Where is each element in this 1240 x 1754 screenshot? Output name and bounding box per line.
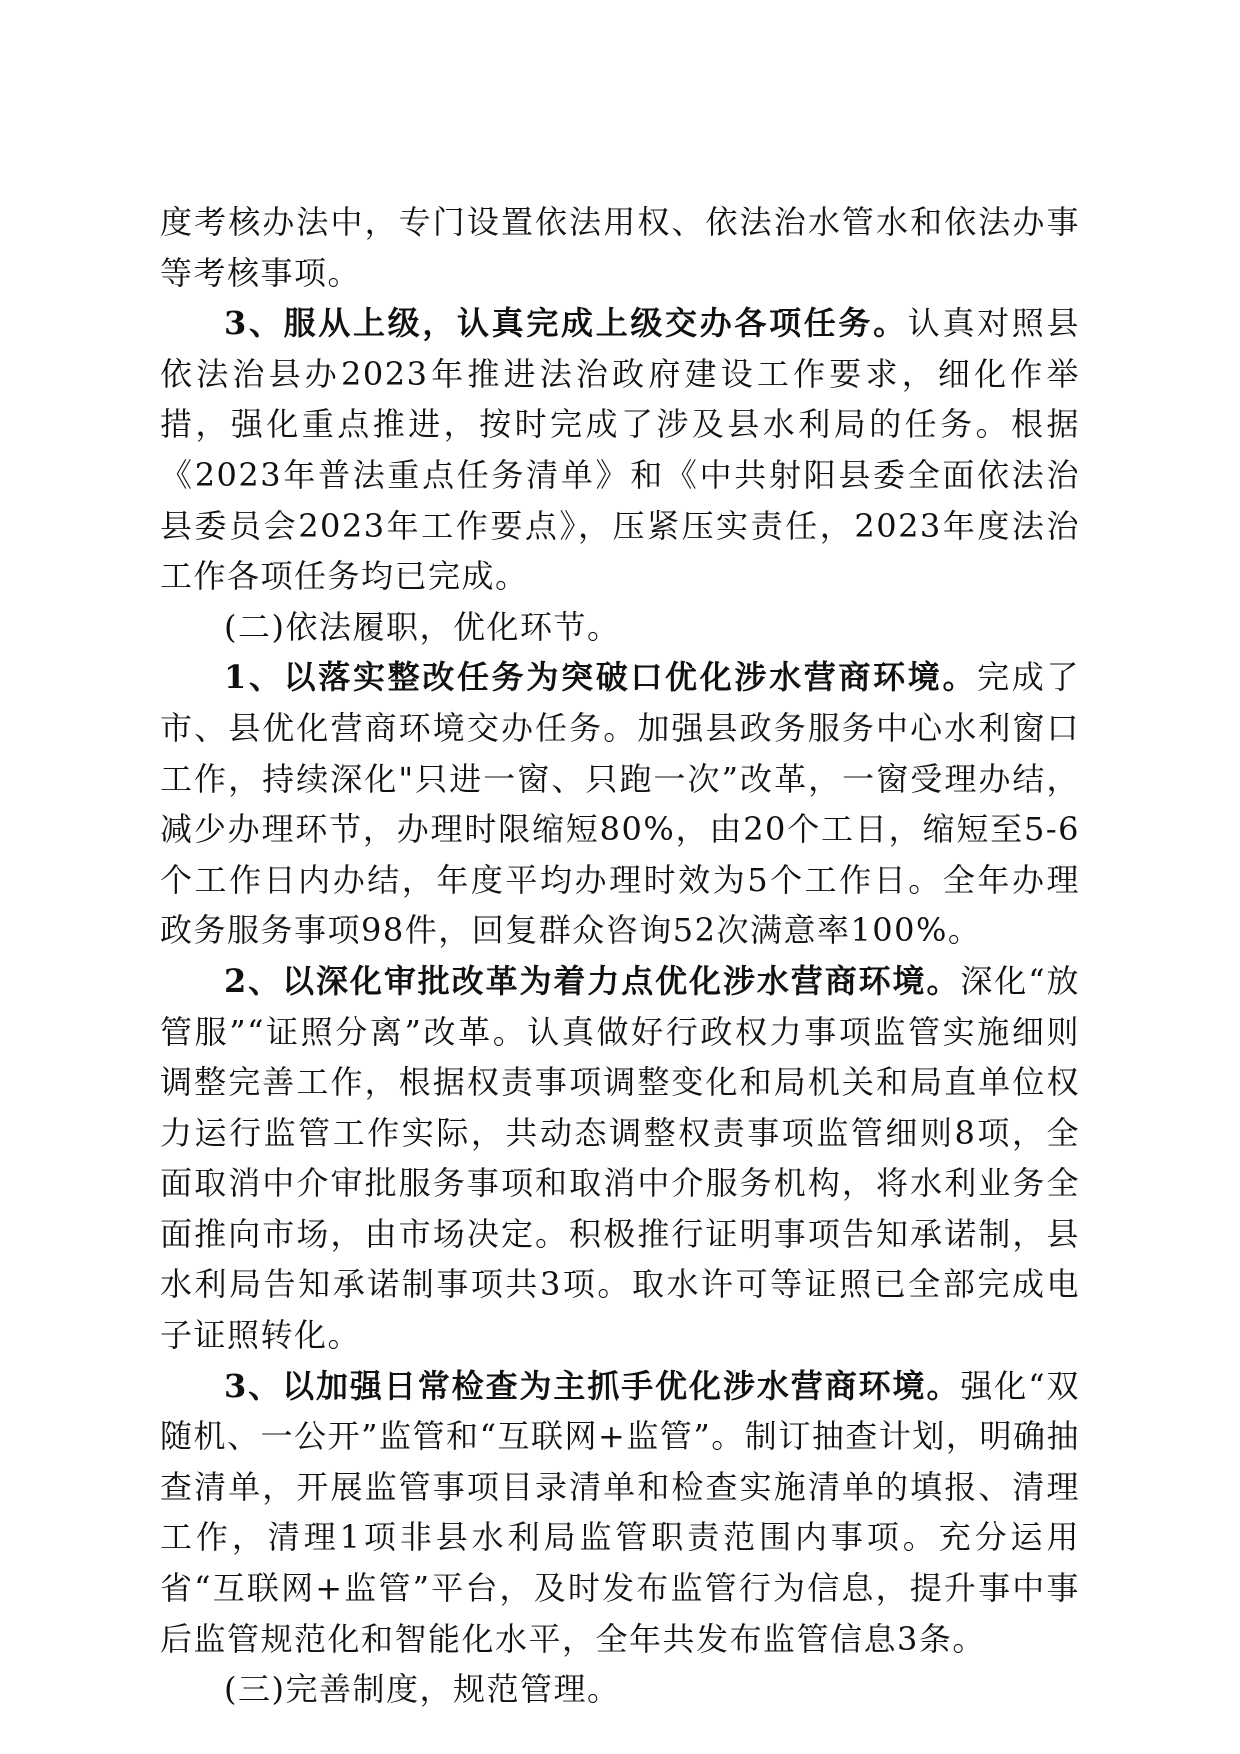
paragraph-lead-heading: 3、服从上级，认真完成上级交办各项任务。 [224,304,908,343]
document-body [160,197,1080,1715]
section-heading-text: (二)依法履职，优化环节。 [224,607,621,646]
paragraph-item-1-rectification [160,652,1080,956]
paragraph-text: 度考核办法中，专门设置依法用权、依法治水管水和依法办事等考核事项。 [160,203,1080,292]
paragraph-text: 认真对照县依法治县办2023年推进法治政府建设工作要求，细化作举措，强化重点推进，按时完成了涉及县水利局的任务。根据《2023年普法重点任务清单》和《中共射阳县委全面依法治县委员会2023年工作要点》，压紧压实责任，2023年度法治工作各项任务均已完成。 [160,304,1080,596]
paragraph-text: 完成了市、县优化营商环境交办任务。加强县政务服务中心水利窗口工作，持续深化"只进一窗、只跑一次”改革，一窗受理办结，减少办理环节，办理时限缩短80%，由20个工日，缩短至5-6个工作日内办结，年度平均办理时效为5个工作日。全年办理政务服务事项98件，回复群众咨询52次满意率100%。 [160,658,1080,950]
paragraph-text: 强化“双随机、一公开”监管和“互联网+监管”。制订抽查计划，明确抽查清单，开展监管事项目录清单和检查实施清单的填报、清理工作，清理1项非县水利局监管职责范围内事项。充分运用省“互联网+监管”平台，及时发布监管行为信息，提升事中事后监管规范化和智能化水平，全年共发布监管信息3条。 [160,1366,1080,1658]
section-heading-text: (三)完善制度，规范管理。 [224,1670,621,1709]
paragraph-lead-heading: 3、以加强日常检查为主抓手优化涉水营商环境。 [224,1366,961,1405]
paragraph-lead-heading: 1、以落实整改任务为突破口优化涉水营商环境。 [224,658,978,697]
section-heading-2 [160,602,1080,653]
paragraph-item-3-obey-superiors [160,298,1080,602]
paragraph-text: 深化“放管服”“证照分离”改革。认真做好行政权力事项监管实施细则调整完善工作，根据权责事项调整变化和局机关和局直单位权力运行监管工作实际，共动态调整权责事项监管细则8项，全面取消中介审批服务事项和取消中介服务机构，将水利业务全面推向市场，由市场决定。积极推行证明事项告知承诺制，县水利局告知承诺制事项共3项。取水许可等证照已全部完成电子证照转化。 [160,961,1080,1355]
paragraph-item-3-daily-inspection [160,1361,1080,1665]
paragraph-continuation [160,197,1080,298]
paragraph-item-2-approval-reform [160,956,1080,1361]
section-heading-3 [160,1664,1080,1715]
paragraph-lead-heading: 2、以深化审批改革为着力点优化涉水营商环境。 [224,961,961,1000]
